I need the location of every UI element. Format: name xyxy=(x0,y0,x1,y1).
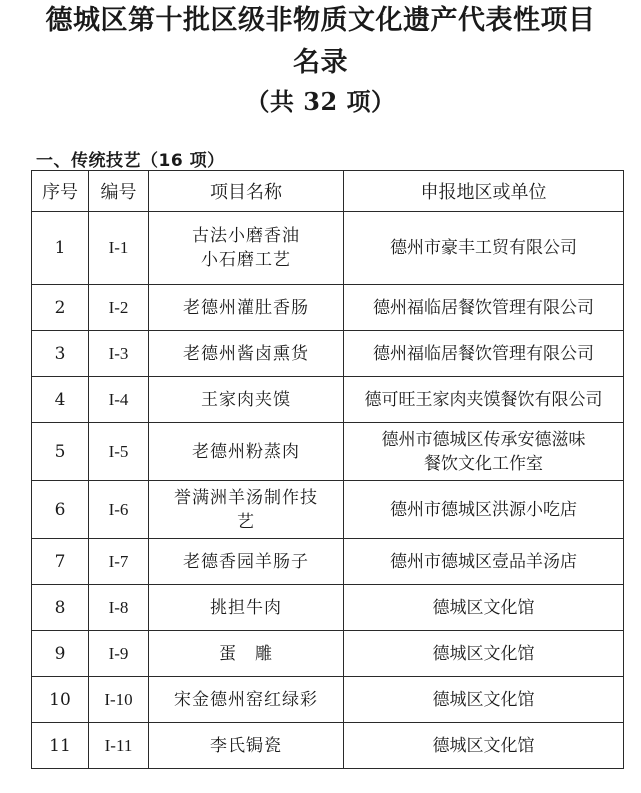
cell-unit xyxy=(344,285,624,331)
table-row xyxy=(32,481,624,539)
cell-name xyxy=(149,723,344,769)
name-line: 艺 xyxy=(237,511,255,532)
table-row xyxy=(32,677,624,723)
cell-code: I-7 xyxy=(89,539,149,585)
cell-seq: 7 xyxy=(32,539,89,585)
name-line: 宋金德州窑红绿彩 xyxy=(174,689,318,710)
cell-unit xyxy=(344,723,624,769)
table-row xyxy=(32,423,624,481)
cell-code: I-8 xyxy=(89,585,149,631)
heritage-table xyxy=(31,170,624,769)
cell-code: I-9 xyxy=(89,631,149,677)
header-code: 编号 xyxy=(89,171,149,212)
table-row xyxy=(32,285,624,331)
table-row xyxy=(32,585,624,631)
unit-line: 德州市德城区壹品羊汤店 xyxy=(390,551,577,572)
header-name: 项目名称 xyxy=(149,171,344,212)
table-row xyxy=(32,539,624,585)
name-line: 蛋 雕 xyxy=(219,643,273,664)
cell-code: I-11 xyxy=(89,723,149,769)
cell-unit xyxy=(344,423,624,481)
cell-name xyxy=(149,423,344,481)
cell-seq: 10 xyxy=(32,677,89,723)
unit-line: 德州市德城区传承安德滋味 xyxy=(381,429,586,450)
name-line: 老德州粉蒸肉 xyxy=(192,441,300,462)
cell-seq: 1 xyxy=(32,212,89,285)
cell-name xyxy=(149,677,344,723)
cell-code: I-5 xyxy=(89,423,149,481)
name-line: 誉满洲羊汤制作技 xyxy=(174,487,318,508)
header-seq: 序号 xyxy=(32,171,89,212)
cell-code: I-2 xyxy=(89,285,149,331)
cell-code: I-1 xyxy=(89,212,149,285)
unit-line: 餐饮文化工作室 xyxy=(424,453,543,474)
document-title-continued: 名录 xyxy=(293,47,348,78)
cell-unit xyxy=(344,539,624,585)
cell-name xyxy=(149,481,344,539)
cell-seq: 9 xyxy=(32,631,89,677)
cell-name xyxy=(149,331,344,377)
cell-code: I-4 xyxy=(89,377,149,423)
cell-name xyxy=(149,585,344,631)
item-count: （共 32 项） xyxy=(245,87,396,116)
name-line: 李氏锔瓷 xyxy=(210,735,282,756)
cell-unit xyxy=(344,677,624,723)
cell-seq: 5 xyxy=(32,423,89,481)
table-row xyxy=(32,631,624,677)
cell-code: I-3 xyxy=(89,331,149,377)
name-line: 小石磨工艺 xyxy=(201,250,291,270)
name-line: 古法小磨香油 xyxy=(192,226,300,246)
unit-line: 德城区文化馆 xyxy=(432,735,535,756)
cell-seq: 3 xyxy=(32,331,89,377)
unit-line: 德州福临居餐饮管理有限公司 xyxy=(373,343,594,364)
cell-seq: 2 xyxy=(32,285,89,331)
unit-line: 德州市德城区洪源小吃店 xyxy=(390,499,577,520)
unit-line: 德城区文化馆 xyxy=(432,597,535,618)
cell-unit xyxy=(344,331,624,377)
section-heading: 一、传统技艺（16 项） xyxy=(36,151,225,171)
cell-code: I-6 xyxy=(89,481,149,539)
name-line: 老德州酱卤熏货 xyxy=(183,343,309,364)
unit-line: 德州市豪丰工贸有限公司 xyxy=(390,238,577,258)
table-row xyxy=(32,723,624,769)
table-header-row xyxy=(32,171,624,212)
name-line: 老德香园羊肠子 xyxy=(183,551,309,572)
cell-seq: 8 xyxy=(32,585,89,631)
cell-unit xyxy=(344,631,624,677)
cell-name xyxy=(149,285,344,331)
cell-unit xyxy=(344,481,624,539)
cell-seq: 11 xyxy=(32,723,89,769)
cell-unit xyxy=(344,212,624,285)
cell-name xyxy=(149,377,344,423)
document-title: 德城区第十批区级非物质文化遗产代表性项目 xyxy=(45,5,596,36)
name-line: 挑担牛肉 xyxy=(210,597,282,618)
unit-line: 德州福临居餐饮管理有限公司 xyxy=(373,297,594,318)
unit-line: 德城区文化馆 xyxy=(432,643,535,664)
cell-seq: 4 xyxy=(32,377,89,423)
cell-unit xyxy=(344,377,624,423)
unit-line: 德可旺王家肉夹馍餐饮有限公司 xyxy=(364,389,603,410)
header-unit: 申报地区或单位 xyxy=(344,171,624,212)
cell-name xyxy=(149,631,344,677)
table-row xyxy=(32,377,624,423)
cell-unit xyxy=(344,585,624,631)
name-line: 老德州灌肚香肠 xyxy=(183,297,309,318)
table-row xyxy=(32,212,624,285)
cell-code: I-10 xyxy=(89,677,149,723)
cell-name xyxy=(149,539,344,585)
cell-seq: 6 xyxy=(32,481,89,539)
name-line: 王家肉夹馍 xyxy=(201,389,291,410)
unit-line: 德城区文化馆 xyxy=(432,689,535,710)
cell-name xyxy=(149,212,344,285)
table-row xyxy=(32,331,624,377)
